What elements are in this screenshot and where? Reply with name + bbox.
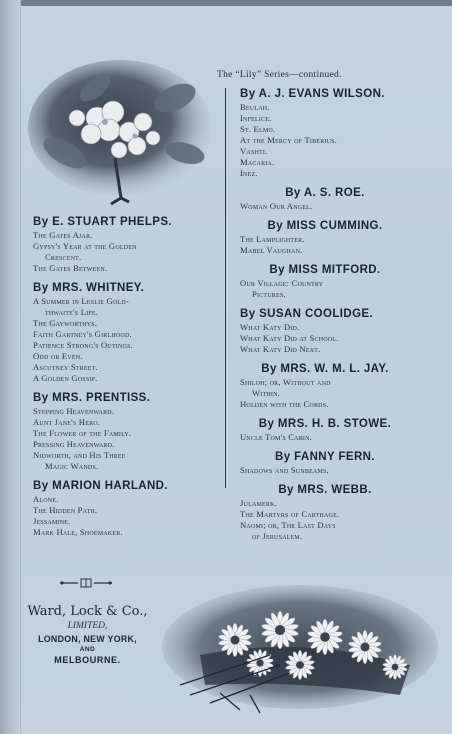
book-title: Infelice. bbox=[240, 113, 272, 123]
book-title: The Gates Between. bbox=[33, 263, 108, 273]
book-title: The Hidden Path. bbox=[33, 505, 98, 515]
series-header: The “Lily” Series—continued. bbox=[217, 70, 342, 80]
author-block bbox=[33, 392, 223, 472]
author-block bbox=[240, 88, 410, 179]
book-title: Mark Hale, Shoemaker. bbox=[33, 527, 123, 537]
book-spine-edge bbox=[0, 0, 21, 734]
author-heading: By MRS. W. M. L. JAY. bbox=[261, 363, 389, 375]
author-heading: By SUSAN COOLIDGE. bbox=[240, 308, 374, 320]
author-block bbox=[240, 363, 410, 410]
daisy-center bbox=[361, 643, 370, 652]
daisy-center bbox=[296, 661, 304, 669]
author-heading: By MRS. WHITNEY. bbox=[33, 282, 145, 294]
apple-blossom-illustration bbox=[25, 58, 217, 206]
daisy-center bbox=[392, 664, 399, 671]
book-title: Naomi; or, The Last Days bbox=[240, 520, 336, 530]
book-title: What Katy Did. bbox=[240, 322, 300, 332]
book-title: St. Elmo. bbox=[240, 124, 276, 134]
book-title: Nidworth, and His Three bbox=[33, 450, 126, 460]
book-title: Macaria. bbox=[240, 157, 275, 167]
book-title: The Lamplighter. bbox=[240, 234, 305, 244]
daisy-center bbox=[320, 632, 330, 642]
author-heading: By FANNY FERN. bbox=[275, 451, 375, 463]
book-title: Odd or Even. bbox=[33, 351, 83, 361]
book-title: Patience Strong's Outings. bbox=[33, 340, 133, 350]
book-title: Alone. bbox=[33, 494, 59, 504]
book-title: Mabel Vaughan. bbox=[240, 245, 303, 255]
book-title: Woman Our Angel. bbox=[240, 201, 313, 211]
author-block bbox=[240, 418, 410, 443]
book-title: Our Village: Country bbox=[240, 278, 324, 288]
author-block bbox=[240, 264, 410, 300]
author-heading: By MRS. H. B. STOWE. bbox=[258, 418, 392, 430]
daisy-center bbox=[256, 659, 263, 666]
author-heading: By A. J. EVANS WILSON. bbox=[240, 88, 385, 100]
author-heading: By MRS. PRENTISS. bbox=[33, 392, 151, 404]
author-heading: By MISS MITFORD. bbox=[269, 264, 381, 276]
publisher-cities: LONDON, NEW YORK, bbox=[38, 634, 137, 644]
book-title: Julamerk. bbox=[240, 498, 277, 508]
book-title: A Summer in Leslie Gold- bbox=[33, 296, 129, 306]
page-top-edge bbox=[0, 0, 452, 6]
book-title: Magic Wands. bbox=[45, 461, 99, 471]
publisher-limited: LIMITED, bbox=[67, 621, 108, 631]
publisher-name: Ward, Lock & Co., bbox=[27, 604, 148, 619]
book-title: Shadows and Sunbeams. bbox=[240, 465, 329, 475]
book-title: At the Mercy of Tiberius. bbox=[240, 135, 338, 145]
author-heading: By E. STUART PHELPS. bbox=[33, 216, 172, 228]
left-catalog-column bbox=[33, 216, 223, 546]
book-title: The Gates Ajar. bbox=[33, 230, 93, 240]
book-title: Stepping Heavenward. bbox=[33, 406, 115, 416]
book-title: Pressing Heavenward. bbox=[33, 439, 115, 449]
book-title: Vashti. bbox=[240, 146, 268, 156]
author-heading: By A. S. ROE. bbox=[285, 187, 365, 199]
author-block bbox=[240, 451, 410, 476]
book-title: Jessamine. bbox=[33, 516, 71, 526]
book-title: Pictures. bbox=[252, 289, 286, 299]
publisher-city-melbourne: MELBOURNE. bbox=[54, 655, 121, 665]
book-title: Shiloh; or, Without and bbox=[240, 377, 331, 387]
author-block bbox=[33, 480, 223, 538]
book-title: thwaite's Life. bbox=[45, 307, 99, 317]
book-title: What Katy Did Next. bbox=[240, 344, 321, 354]
author-block bbox=[33, 216, 223, 274]
ornament-divider bbox=[58, 578, 114, 588]
book-title: Holden with the Cords. bbox=[240, 399, 329, 409]
book-title: of Jerusalem. bbox=[252, 531, 303, 541]
daisy-basket-illustration bbox=[160, 585, 440, 715]
column-divider bbox=[225, 88, 226, 488]
daisy-center bbox=[231, 636, 240, 645]
book-title: Beulah. bbox=[240, 102, 270, 112]
author-block bbox=[240, 484, 410, 542]
author-heading: By MRS. WEBB. bbox=[278, 484, 372, 496]
author-heading: By MISS CUMMING. bbox=[267, 220, 383, 232]
book-title: What Katy Did at School. bbox=[240, 333, 339, 343]
book-title: The Martyrs of Carthage. bbox=[240, 509, 340, 519]
author-block bbox=[240, 308, 410, 355]
author-heading: By MARION HARLAND. bbox=[33, 480, 168, 492]
book-title: Crescent. bbox=[45, 252, 82, 262]
publisher-imprint bbox=[20, 604, 155, 665]
publisher-and: AND bbox=[79, 646, 96, 653]
book-title: Within. bbox=[252, 388, 280, 398]
book-title: Inez. bbox=[240, 168, 258, 178]
author-block bbox=[240, 220, 410, 256]
daisy-center bbox=[275, 625, 285, 635]
author-block bbox=[240, 187, 410, 212]
book-title: Uncle Tom's Cabin. bbox=[240, 432, 312, 442]
author-block bbox=[33, 282, 223, 384]
book-title: Gypsy's Year at the Golden bbox=[33, 241, 137, 251]
book-title: The Flower of the Family. bbox=[33, 428, 132, 438]
book-title: Aunt Jane's Hero. bbox=[33, 417, 101, 427]
book-title: Faith Gartney's Girlhood. bbox=[33, 329, 132, 339]
book-title: The Gayworthys. bbox=[33, 318, 98, 328]
book-title: Ascutney Street. bbox=[33, 362, 98, 372]
book-title: A Golden Gossip. bbox=[33, 373, 98, 383]
right-catalog-column bbox=[240, 88, 410, 550]
